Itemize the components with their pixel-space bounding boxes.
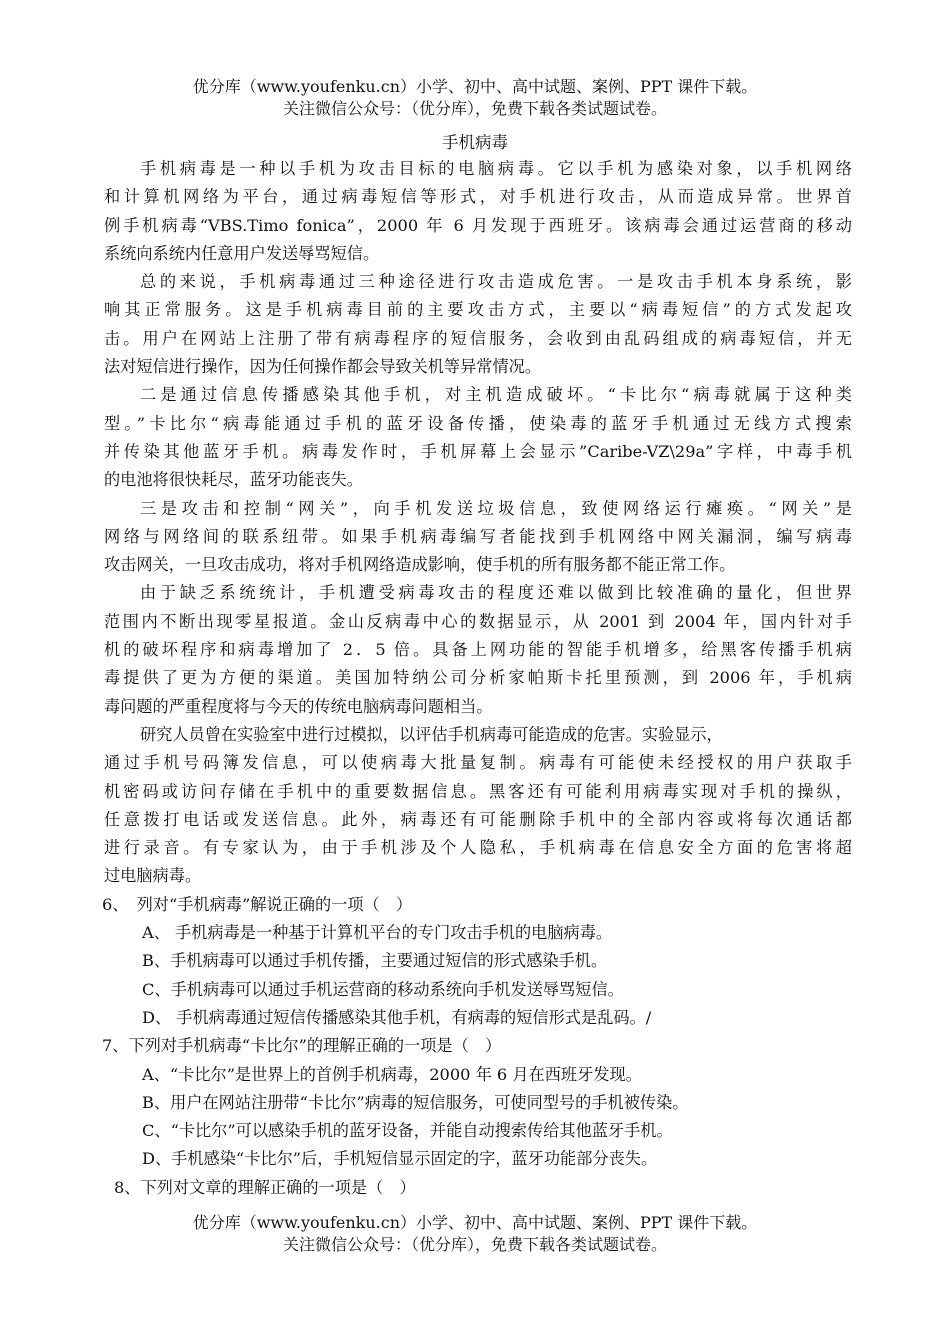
question-7-option-c: C、“卡比尔”可以感染手机的蓝牙设备，并能自动搜索传给其他蓝牙手机。 — [142, 1121, 673, 1141]
question-6-option-b: B、手机病毒可以通过手机传播，主要通过短信的形式感染手机。 — [142, 951, 608, 971]
paragraph-line: 毒提供了更为方便的渠道。美国加特纳公司分析家帕斯卡托里预测，到 2006 年，手机病 — [104, 668, 852, 688]
paragraph-line: 攻击网关，一旦攻击成功，将对手机网络造成影响，使手机的所有服务都不能正常工作。 — [104, 555, 736, 575]
page-footer — [0, 1212, 950, 1256]
paragraph-line: 例手机病毒“VBS.Timo fonica”，2000 年 6 月发现于西班牙。该病毒会通过运营商的移动 — [104, 215, 852, 235]
question-7-option-a: A、“卡比尔”是世界上的首例手机病毒，2000 年 6 月在西班牙发现。 — [142, 1064, 642, 1084]
article-body — [104, 155, 852, 1202]
paragraph-line: 系统向系统内任意用户发送辱骂短信。 — [104, 243, 380, 263]
header-line-1: 优分库（www.youfenku.cn）小学、初中、高中试题、案例、PPT 课件下载。 — [192, 77, 758, 96]
question-6-option-c: C、手机病毒可以通过手机运营商的移动系统向手机发送辱骂短信。 — [142, 979, 624, 999]
paragraph-line: 毒问题的严重程度将与今天的传统电脑病毒问题相当。 — [104, 696, 493, 716]
paragraph-line: 型。”卡比尔“病毒能通过手机的蓝牙设备传播，使染毒的蓝牙手机通过无线方式搜索 — [104, 413, 852, 433]
paragraph-line: 的电池将很快耗尽，蓝牙功能丧失。 — [104, 470, 363, 490]
paragraph-line: 手机病毒是一种以手机为攻击目标的电脑病毒。它以手机为感染对象，以手机网络 — [140, 159, 852, 178]
paragraph-line: 法对短信进行操作，因为任何操作都会导致关机等异常情况。 — [104, 357, 542, 377]
article-title: 手机病毒 — [442, 133, 508, 152]
footer-line-1: 优分库（www.youfenku.cn）小学、初中、高中试题、案例、PPT 课件下载。 — [192, 1213, 758, 1232]
paragraph-line: 和计算机网络为平台，通过病毒短信等形式，对手机进行攻击，从而造成异常。世界首 — [104, 187, 852, 207]
footer-line-2: 关注微信公众号：（优分库），免费下载各类试题试卷。 — [282, 1235, 667, 1254]
paragraph-line: 二是通过信息传播感染其他手机，对主机造成破坏。“卡比尔“病毒就属于这种类 — [140, 385, 852, 405]
paragraph-line: 响其正常服务。这是手机病毒目前的主要攻击方式，主要以“病毒短信”的方式发起攻 — [104, 300, 852, 320]
paragraph-line: 通过手机号码簿发信息，可以使病毒大批量复制。病毒有可能使未经授权的用户获取手 — [104, 753, 852, 773]
question-7-option-b: B、用户在网站注册带“卡比尔”病毒的短信服务，可使同型号的手机被传染。 — [142, 1092, 689, 1112]
paragraph-line: 三是攻击和控制“网关”，向手机发送垃圾信息，致使网络运行瘫痪。“网关”是 — [140, 498, 852, 518]
question-7-stem: 7、下列对手机病毒“卡比尔”的理解正确的一项是（ ） — [102, 1036, 502, 1056]
paragraph-line: 机的破坏程序和病毒增加了 2．5 倍。具备上网功能的智能手机增多，给黑客传播手机病 — [104, 640, 852, 660]
question-8-stem: 8、下列对文章的理解正确的一项是（ ） — [114, 1177, 416, 1197]
paragraph-line: 并传染其他蓝牙手机。病毒发作时，手机屏幕上会显示”Caribe-VZ\29a”字样，中毒手机 — [104, 441, 852, 461]
paragraph-line: 研究人员曾在实验室中进行过模拟，以评估手机病毒可能造成的危害。实验显示， — [140, 724, 723, 744]
page-header — [0, 76, 950, 120]
question-6-stem: 6、 列对“手机病毒”解说正确的一项（ ） — [102, 894, 413, 914]
paragraph-line: 任意拨打电话或发送信息。此外，病毒还有可能删除手机中的全部内容或将每次通话都 — [104, 809, 852, 829]
paragraph-line: 网络与网络间的联系纽带。如果手机病毒编写者能找到手机网络中网关漏洞，编写病毒 — [104, 526, 852, 546]
question-6-option-a: A、 手机病毒是一种基于计算机平台的专门攻击手机的电脑病毒。 — [142, 923, 613, 943]
question-7-option-d: D、手机感染“卡比尔”后，手机短信显示固定的字，蓝牙功能部分丧失。 — [142, 1149, 658, 1169]
paragraph-line: 机密码或访问存储在手机中的重要数据信息。黑客还有可能利用病毒实现对手机的操纵， — [104, 781, 852, 801]
paragraph-line: 总的来说，手机病毒通过三种途径进行攻击造成危害。一是攻击手机本身系统，影 — [140, 272, 852, 292]
paragraph-line: 过电脑病毒。 — [104, 866, 202, 886]
paragraph-line: 击。用户在网站上注册了带有病毒程序的短信服务，会收到由乱码组成的病毒短信，并无 — [104, 328, 852, 348]
paragraph-line: 进行录音。有专家认为，由于手机涉及个人隐私，手机病毒在信息安全方面的危害将超 — [104, 838, 852, 858]
paragraph-line: 范围内不断出现零星报道。金山反病毒中心的数据显示，从 2001 到 2004 年，国内针对手 — [104, 611, 852, 631]
header-line-2: 关注微信公众号：（优分库），免费下载各类试题试卷。 — [282, 99, 667, 118]
question-6-option-d: D、 手机病毒通过短信传播感染其他手机，有病毒的短信形式是乱码。/ — [142, 1007, 652, 1027]
paragraph-line: 由于缺乏系统统计，手机遭受病毒攻击的程度还难以做到比较准确的量化，但世界 — [140, 583, 852, 603]
